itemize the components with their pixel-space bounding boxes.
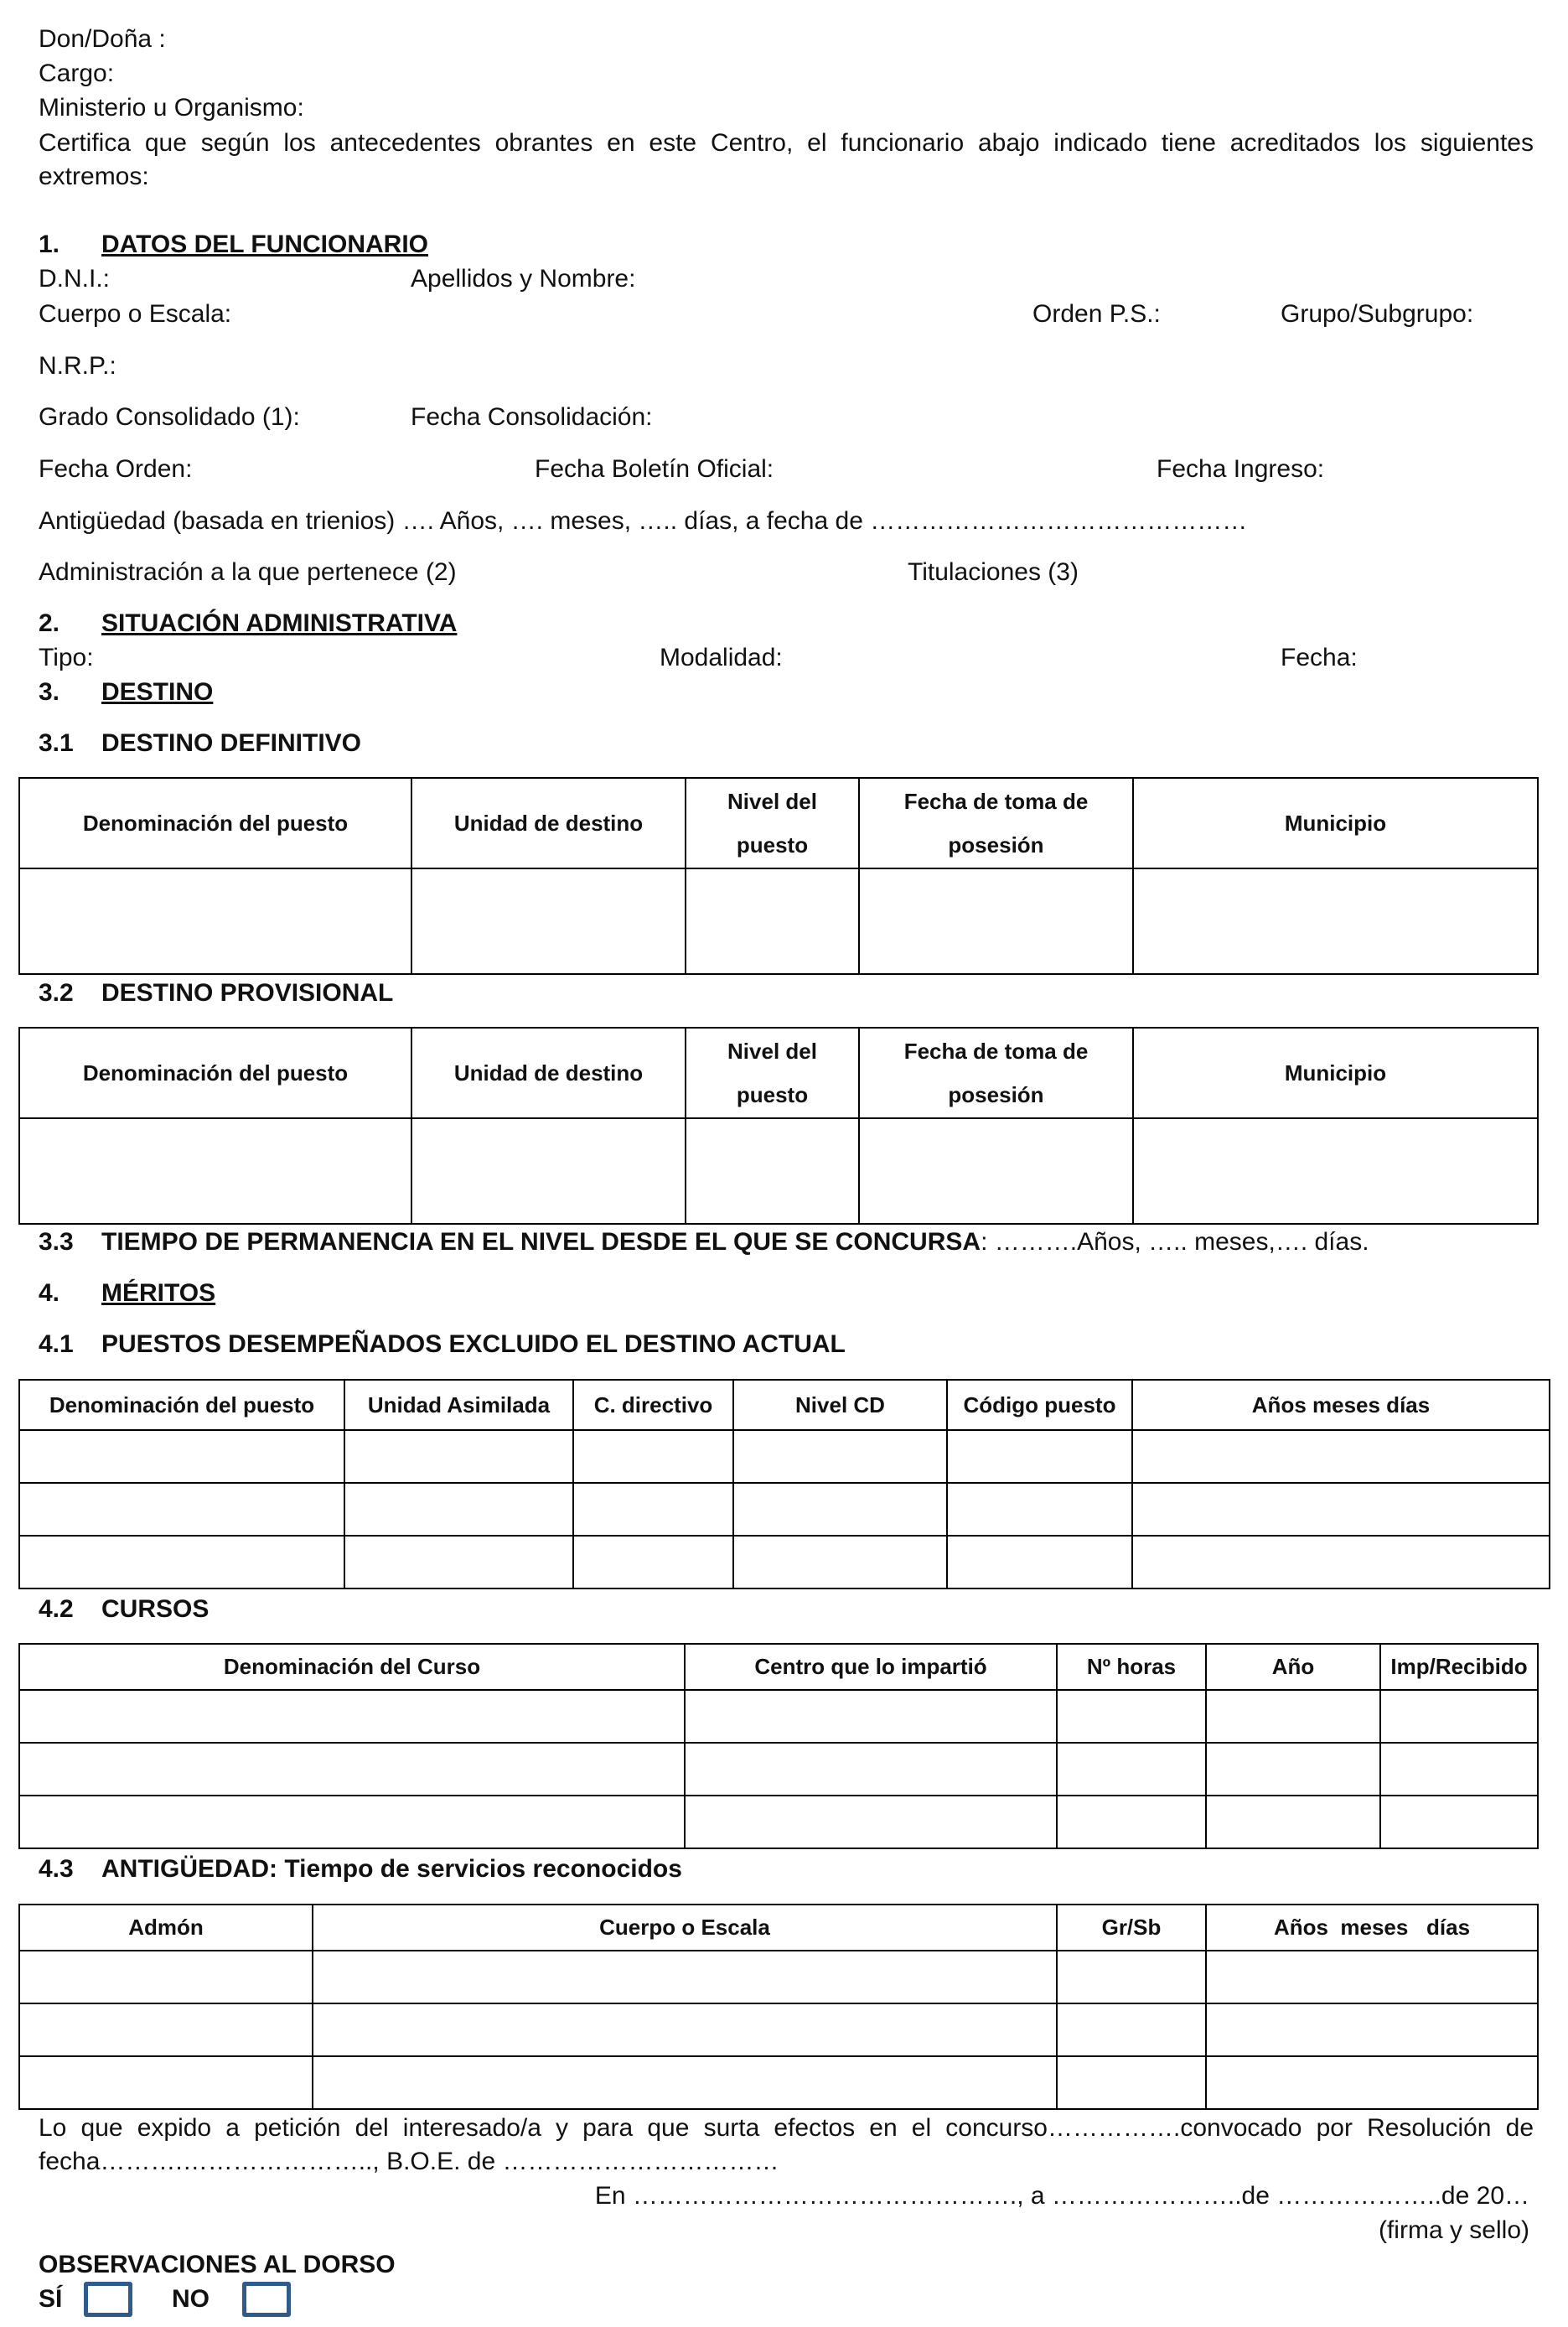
fecha-boletin-label: Fecha Boletín Oficial:: [535, 455, 774, 483]
section-3-3-title: TIEMPO DE PERMANENCIA EN EL NIVEL DESDE EL QUE SE CONCURSA: [101, 1228, 981, 1256]
table-row: [19, 1483, 1550, 1536]
header-nivel-puesto: Nivel del puesto: [686, 778, 859, 868]
section-4-number: 4.: [39, 1279, 60, 1307]
header-anos-meses-dias: Años meses días: [1206, 1905, 1538, 1951]
header-imp-recibido: Imp/Recibido: [1380, 1644, 1538, 1690]
table-cell[interactable]: [685, 1690, 1057, 1743]
table-cell[interactable]: [1057, 1951, 1206, 2003]
fecha-orden-label: Fecha Orden:: [39, 455, 193, 483]
header-numero-horas: Nº horas: [1057, 1644, 1206, 1690]
destino-definitivo-table: [18, 777, 1539, 975]
table-cell[interactable]: [947, 1483, 1132, 1536]
table-cell[interactable]: [1133, 1118, 1538, 1224]
header-ano: Año: [1206, 1644, 1380, 1690]
table-cell[interactable]: [1057, 1690, 1206, 1743]
certifica-text-line2: extremos:: [39, 163, 149, 190]
section-2-title: SITUACIÓN ADMINISTRATIVA: [101, 609, 458, 637]
table-cell[interactable]: [1206, 1796, 1380, 1848]
header-c-directivo: C. directivo: [573, 1380, 733, 1430]
section-2-heading: [39, 607, 457, 640]
header-unidad-destino: Unidad de destino: [411, 1028, 686, 1118]
table-cell[interactable]: [1206, 1690, 1380, 1743]
header-municipio: Municipio: [1133, 778, 1538, 868]
modalidad-label: Modalidad:: [660, 644, 783, 671]
section-3-2-title: DESTINO PROVISIONAL: [101, 979, 394, 1007]
section-4-3-number: 4.3: [39, 1855, 74, 1883]
table-cell[interactable]: [313, 2003, 1057, 2056]
table-cell[interactable]: [573, 1483, 733, 1536]
table-cell[interactable]: [313, 2056, 1057, 2109]
section-3-3-number: 3.3: [39, 1228, 74, 1256]
section-3-number: 3.: [39, 678, 60, 706]
table-cell[interactable]: [19, 1796, 685, 1848]
grado-consolidado-label: Grado Consolidado (1):: [39, 403, 300, 431]
table-cell[interactable]: [685, 1796, 1057, 1848]
no-checkbox[interactable]: [242, 2282, 291, 2317]
table-cell[interactable]: [1206, 2056, 1538, 2109]
tipo-label: Tipo:: [39, 644, 94, 671]
table-row: [19, 1690, 1538, 1743]
place-date-line: En ………………………………………., a …………………..de ………………..de 20…: [594, 2182, 1529, 2210]
section-3-3-value: : ……….Años, ….. meses,…. días.: [981, 1228, 1369, 1256]
table-row: [19, 1430, 1550, 1483]
table-cell[interactable]: [1132, 1430, 1550, 1483]
expido-text-line1: Lo que expido a petición del interesado/a y para que surta efectos en el concurso…………….convocado por Resolución de: [39, 2114, 1534, 2142]
section-4-1-heading: [39, 1328, 846, 1361]
header-denominacion-puesto: Denominación del puesto: [19, 1028, 411, 1118]
section-3-2-number: 3.2: [39, 979, 74, 1007]
header-cuerpo-escala: Cuerpo o Escala: [313, 1905, 1057, 1951]
section-1-heading: [39, 228, 428, 262]
si-checkbox[interactable]: [84, 2282, 132, 2317]
table-cell[interactable]: [411, 868, 686, 974]
header-gr-sb: Gr/Sb: [1057, 1905, 1206, 1951]
table-cell[interactable]: [573, 1536, 733, 1588]
table-cell[interactable]: [685, 1743, 1057, 1796]
table-row: [19, 2003, 1538, 2056]
table-cell[interactable]: [1206, 1951, 1538, 2003]
don-label: Don/Doña :: [39, 25, 166, 53]
section-1-number: 1.: [39, 231, 60, 258]
table-row: [19, 1796, 1538, 1848]
table-cell[interactable]: [19, 1483, 344, 1536]
table-cell[interactable]: [733, 1430, 947, 1483]
table-cell[interactable]: [19, 1743, 685, 1796]
table-cell[interactable]: [1132, 1536, 1550, 1588]
table-cell[interactable]: [1380, 1743, 1538, 1796]
table-cell[interactable]: [344, 1430, 573, 1483]
fecha-consolidacion-label: Fecha Consolidación:: [411, 403, 653, 431]
table-cell[interactable]: [19, 2003, 313, 2056]
header-denominacion-puesto: Denominación del puesto: [19, 778, 411, 868]
table-cell[interactable]: [19, 1430, 344, 1483]
section-3-title: DESTINO: [101, 678, 214, 706]
table-cell[interactable]: [19, 1690, 685, 1743]
table-cell[interactable]: [733, 1483, 947, 1536]
table-cell[interactable]: [1132, 1483, 1550, 1536]
section-4-1-number: 4.1: [39, 1330, 74, 1358]
no-label: NO: [172, 2285, 210, 2313]
header-fecha-toma-posesion: Fecha de toma de posesión: [859, 778, 1133, 868]
section-4-3-title: ANTIGÜEDAD: Tiempo de servicios reconocidos: [101, 1855, 682, 1883]
table-row: [19, 1951, 1538, 2003]
destino-provisional-table: [18, 1027, 1539, 1225]
table-cell[interactable]: [1057, 1796, 1206, 1848]
table-cell[interactable]: [19, 1536, 344, 1588]
table-cell[interactable]: [947, 1536, 1132, 1588]
table-cell[interactable]: [344, 1536, 573, 1588]
observaciones-label: OBSERVACIONES AL DORSO: [39, 2251, 396, 2278]
apellidos-label: Apellidos y Nombre:: [411, 265, 636, 293]
fecha-ingreso-label: Fecha Ingreso:: [1157, 455, 1325, 483]
table-cell[interactable]: [1133, 868, 1538, 974]
dni-label: D.N.I.:: [39, 265, 111, 293]
section-3-heading: [39, 676, 213, 709]
antiguedad-table: [18, 1904, 1539, 2110]
table-cell[interactable]: [1057, 2003, 1206, 2056]
firma-sello-label: (firma y sello): [1378, 2216, 1529, 2244]
header-municipio: Municipio: [1133, 1028, 1538, 1118]
table-row: [19, 1118, 1538, 1224]
header-centro-imparticion: Centro que lo impartió: [685, 1644, 1057, 1690]
ministerio-label: Ministerio u Organismo:: [39, 94, 304, 122]
table-cell[interactable]: [1380, 1796, 1538, 1848]
section-4-3-heading: [39, 1853, 682, 1886]
table-cell[interactable]: [686, 868, 859, 974]
section-3-2-heading: [39, 977, 393, 1010]
table-cell[interactable]: [859, 1118, 1133, 1224]
table-cell[interactable]: [313, 1951, 1057, 2003]
grupo-subgrupo-label: Grupo/Subgrupo:: [1281, 300, 1474, 328]
table-cell[interactable]: [1057, 1743, 1206, 1796]
section-4-heading: [39, 1277, 215, 1310]
section-1-title: DATOS DEL FUNCIONARIO: [101, 231, 429, 258]
table-cell[interactable]: [19, 1118, 411, 1224]
table-cell[interactable]: [1057, 2056, 1206, 2109]
table-cell[interactable]: [344, 1483, 573, 1536]
table-row: [19, 868, 1538, 974]
table-cell[interactable]: [1206, 2003, 1538, 2056]
header-nivel-cd: Nivel CD: [733, 1380, 947, 1430]
section-3-1-number: 3.1: [39, 729, 74, 757]
titulaciones-label: Titulaciones (3): [908, 558, 1079, 586]
fecha-situacion-label: Fecha:: [1281, 644, 1358, 671]
table-cell[interactable]: [573, 1430, 733, 1483]
table-cell[interactable]: [733, 1536, 947, 1588]
section-2-number: 2.: [39, 609, 60, 637]
section-3-1-title: DESTINO DEFINITIVO: [101, 729, 362, 757]
table-cell[interactable]: [1380, 1690, 1538, 1743]
si-label: SÍ: [39, 2285, 63, 2313]
section-3-1-heading: [39, 727, 361, 760]
table-cell[interactable]: [859, 868, 1133, 974]
cursos-table: [18, 1643, 1539, 1849]
table-row: [19, 2056, 1538, 2109]
table-cell[interactable]: [19, 2056, 313, 2109]
cuerpo-escala-label: Cuerpo o Escala:: [39, 300, 232, 328]
table-row: [19, 1743, 1538, 1796]
expido-text-line2: fecha……….………………….., B.O.E. de ……………………………: [39, 2148, 779, 2175]
table-cell[interactable]: [411, 1118, 686, 1224]
header-unidad-destino: Unidad de destino: [411, 778, 686, 868]
nrp-label: N.R.P.:: [39, 352, 116, 380]
header-codigo-puesto: Código puesto: [947, 1380, 1132, 1430]
header-denominacion-curso: Denominación del Curso: [19, 1644, 685, 1690]
table-cell[interactable]: [19, 868, 411, 974]
header-admon: Admón: [19, 1905, 313, 1951]
table-row: [19, 1536, 1550, 1588]
orden-ps-label: Orden P.S.:: [1032, 300, 1161, 328]
header-fecha-toma-posesion: Fecha de toma de posesión: [859, 1028, 1133, 1118]
table-cell[interactable]: [686, 1118, 859, 1224]
antiguedad-line: Antigüedad (basada en trienios) …. Años, …. meses, ….. días, a fecha de ………………………………………: [39, 507, 1248, 535]
cargo-label: Cargo:: [39, 60, 115, 87]
header-denominacion-puesto: Denominación del puesto: [19, 1380, 344, 1430]
puestos-desempenados-table: [18, 1379, 1550, 1589]
section-4-1-title: PUESTOS DESEMPEÑADOS EXCLUIDO EL DESTINO ACTUAL: [101, 1330, 846, 1358]
table-cell[interactable]: [19, 1951, 313, 2003]
header-unidad-asimilada: Unidad Asimilada: [344, 1380, 573, 1430]
section-4-2-number: 4.2: [39, 1595, 74, 1623]
section-3-3-line: [39, 1226, 1369, 1259]
section-4-2-heading: [39, 1593, 209, 1626]
section-4-title: MÉRITOS: [101, 1279, 216, 1307]
header-anos-meses-dias: Años meses días: [1132, 1380, 1550, 1430]
section-4-2-title: CURSOS: [101, 1595, 210, 1623]
table-cell[interactable]: [947, 1430, 1132, 1483]
administracion-label: Administración a la que pertenece (2): [39, 558, 457, 586]
certifica-text-line1: Certifica que según los antecedentes obrantes en este Centro, el funcionario abajo indicado tiene acreditados los siguientes: [39, 129, 1534, 157]
table-cell[interactable]: [1206, 1743, 1380, 1796]
header-nivel-puesto: Nivel del puesto: [686, 1028, 859, 1118]
